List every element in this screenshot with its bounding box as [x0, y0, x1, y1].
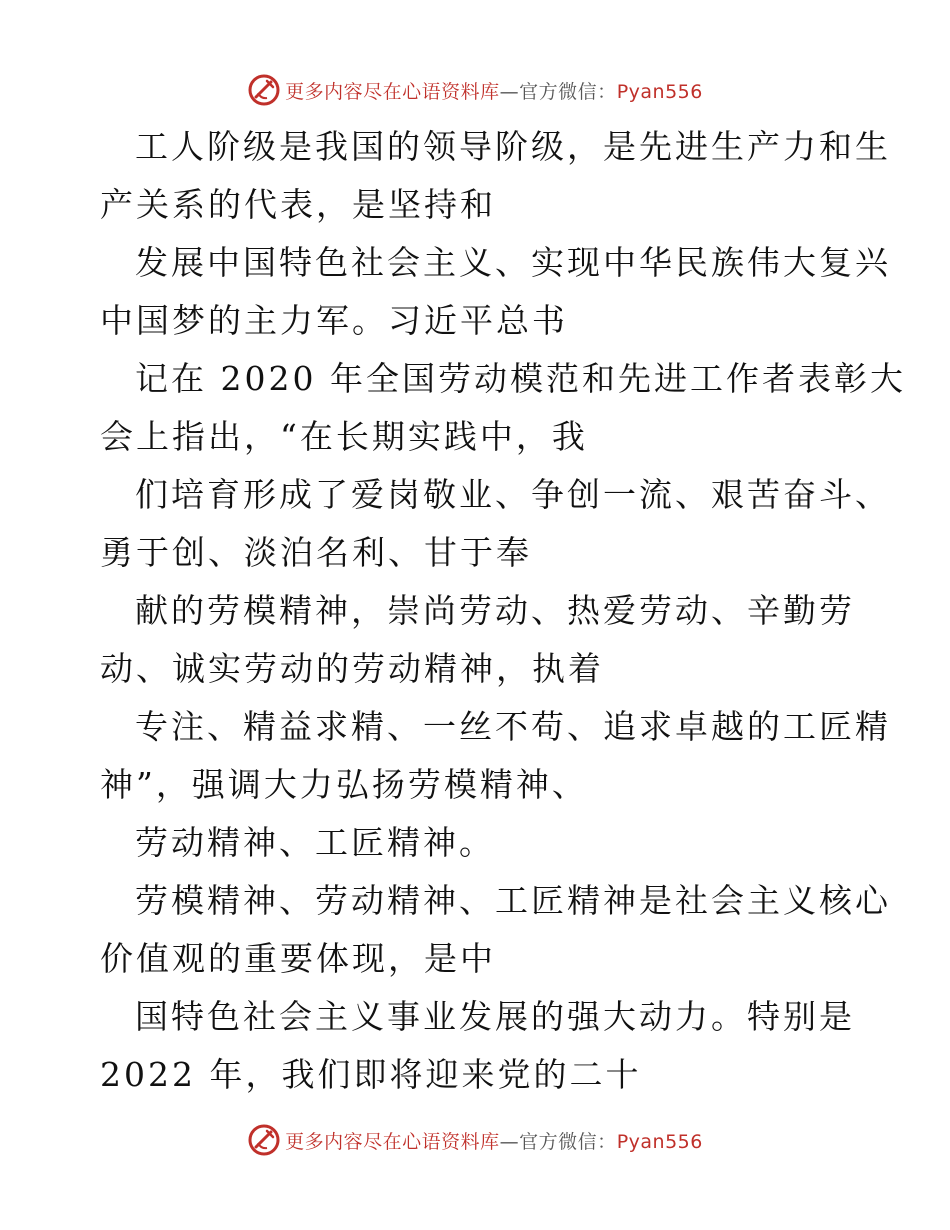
text-line: 国特色社会主义事业发展的强大动力。特别是: [135, 997, 855, 1036]
header-watermark: [0, 70, 950, 110]
text-line: 工人阶级是我国的领导阶级，是先进生产力和生: [135, 127, 891, 166]
document-body: [100, 118, 906, 1104]
seal-logo-icon: [247, 73, 281, 107]
text-line: 产关系的代表，是坚持和: [100, 185, 496, 224]
text-line: 勇于创、淡泊名利、甘于奉: [100, 533, 532, 572]
watermark-sub: 官方微信：: [519, 80, 617, 103]
watermark-dash: —: [499, 80, 520, 103]
watermark-dash: —: [499, 1130, 520, 1153]
watermark-main: 更多内容尽在心语资料库: [285, 80, 500, 103]
seal-logo-icon: [247, 1123, 281, 1157]
watermark-sub: 官方微信：: [519, 1130, 617, 1153]
footer-watermark: [0, 1120, 950, 1160]
watermark-text: [285, 77, 703, 104]
watermark-text: [285, 1127, 703, 1154]
text-line: 价值观的重要体现，是中: [100, 939, 496, 978]
text-line: 动、诚实劳动的劳动精神，执着: [100, 649, 604, 688]
text-line: 中国梦的主力军。习近平总书: [100, 301, 568, 340]
watermark-id: Pyan556: [616, 1130, 703, 1153]
text-line: 2022 年，我们即将迎来党的二十: [100, 1055, 642, 1094]
text-line: 献的劳模精神，崇尚劳动、热爱劳动、辛勤劳: [135, 591, 855, 630]
watermark-main: 更多内容尽在心语资料库: [285, 1130, 500, 1153]
text-line: 神”，强调大力弘扬劳模精神、: [100, 765, 588, 804]
text-line: 们培育形成了爱岗敬业、争创一流、艰苦奋斗、: [135, 475, 891, 514]
text-line: 记在 2020 年全国劳动模范和先进工作者表彰大: [135, 359, 906, 398]
text-line: 会上指出，“在长期实践中，我: [100, 417, 588, 456]
text-line: 专注、精益求精、一丝不苟、追求卓越的工匠精: [135, 707, 891, 746]
text-line: 劳模精神、劳动精神、工匠精神是社会主义核心: [135, 881, 891, 920]
text-line: 发展中国特色社会主义、实现中华民族伟大复兴: [135, 243, 891, 282]
text-line: 劳动精神、工匠精神。: [135, 823, 495, 862]
watermark-id: Pyan556: [616, 80, 703, 103]
